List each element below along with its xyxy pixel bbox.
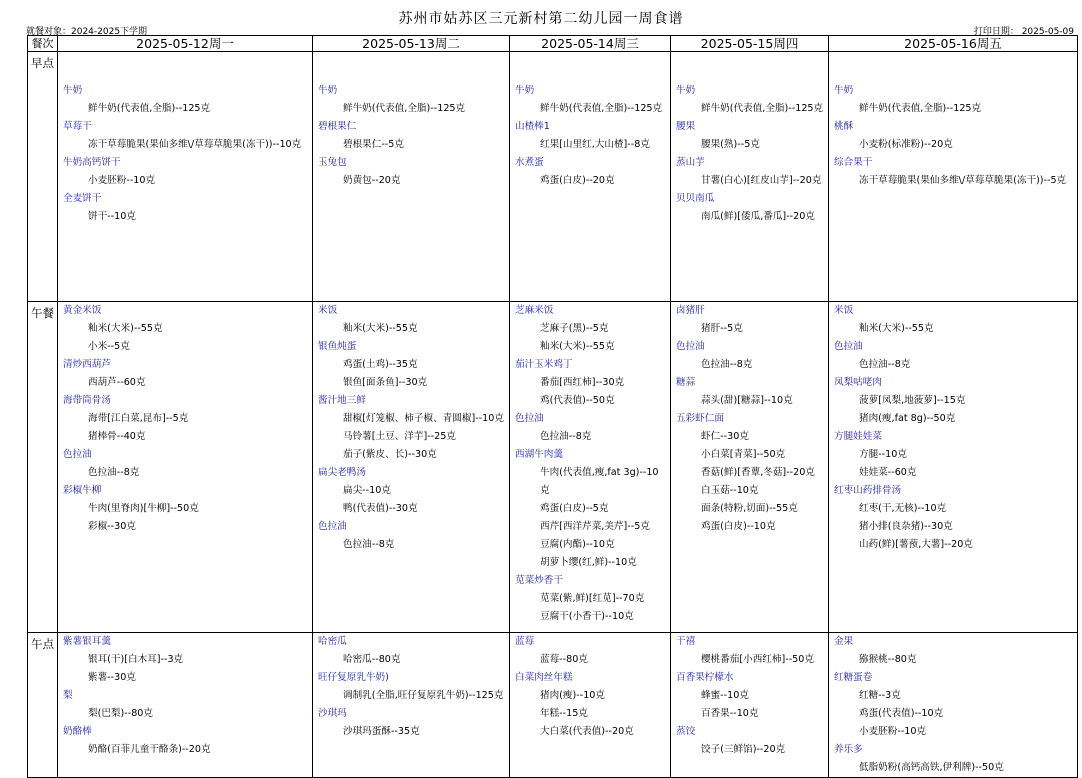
ingredient: 猪肉(瘦,fat 8g)--50克 [859,413,956,424]
ingredient: 鲜牛奶(代表值,全脂)--125克 [701,103,824,114]
dish-name: 西湖牛肉羹 [515,449,563,460]
dish-name: 彩椒牛柳 [63,485,102,496]
ingredient: 银鱼[面条鱼]--30克 [343,377,428,388]
ingredient: 籼米(大米)--55克 [343,323,418,334]
ingredient: 樱桃番茄[小西红柿]--50克 [701,654,814,665]
menu-cell [313,633,510,778]
dish-name: 凤梨咕咾肉 [834,377,882,388]
dish-name: 牛奶 [63,85,83,96]
ingredient: 色拉油--8克 [343,539,395,550]
ingredient: 鸭(代表值)--30克 [343,503,418,514]
ingredient: 奶黄包--20克 [343,175,401,186]
menu-cell [829,633,1078,778]
ingredient: 哈密瓜--80克 [343,654,401,665]
ingredient: 面条(特粉,切面)--55克 [701,503,798,514]
menu-cell [510,302,671,633]
ingredient: 调制乳(全脂,旺仔复原乳牛奶)--125克 [343,690,504,701]
dish-name: 百香果柠檬水 [676,672,734,683]
dish-name: 米饭 [318,305,338,316]
ingredient: 香菇(鲜)[香蕈,冬菇]--20克 [701,467,815,478]
dish-name: 草莓干 [63,121,92,132]
ingredient: 鸡蛋(白皮)--5克 [540,503,609,514]
ingredient: 冻干草莓脆果(果仙多维\/草莓草脆果(冻干))--10克 [88,139,302,150]
day-header: 2025-05-16周五 [829,36,1078,52]
dish-name: 方腿娃娃菜 [834,431,882,442]
dish-name: 山楂棒1 [515,121,550,132]
ingredient: 奶酪(百菲儿童干酪条)--20克 [88,744,211,755]
ingredient: 豆腐(内酯)--10克 [540,539,615,550]
ingredient: 猪肝--5克 [701,323,743,334]
ingredient: 红糖--3克 [859,690,901,701]
ingredient: 苋菜(紫,鲜)[红苋]--70克 [540,593,645,604]
menu-cell [58,633,313,778]
dish-name: 全麦饼干 [63,193,102,204]
dish-name: 玉兔包 [318,157,347,168]
dish-name: 碧根果仁 [318,121,357,132]
dish-name: 红枣山药排骨汤 [834,485,902,496]
dish-name: 五彩虾仁面 [676,413,724,424]
dish-name: 干禧 [676,636,696,647]
menu-cell [829,52,1078,302]
day-header: 2025-05-14周三 [510,36,671,52]
dish-name: 红糖蛋卷 [834,672,873,683]
ingredient: 色拉油--8克 [88,467,140,478]
ingredient: 小米--5克 [88,341,130,352]
menu-cell [58,302,313,633]
dish-name: 清炒西葫芦 [63,359,111,370]
ingredient: 小白菜[青菜]--50克 [701,449,786,460]
ingredient: 鲜牛奶(代表值,全脂)--125克 [88,103,211,114]
ingredient: 方腿--10克 [859,449,907,460]
weekly-menu-table [27,35,1078,778]
dish-name: 黄金米饭 [63,305,102,316]
dish-name: 色拉油 [676,341,705,352]
ingredient: 娃娃菜--60克 [859,467,917,478]
ingredient: 饼干--10克 [88,211,136,222]
dish-name: 色拉油 [515,413,544,424]
dish-name: 牛奶 [834,85,854,96]
menu-cell [671,633,829,778]
dish-name: 色拉油 [834,341,863,352]
dish-name: 酱汁地三鲜 [318,395,366,406]
dish-name: 沙琪玛 [318,708,347,719]
menu-cell [671,302,829,633]
ingredient: 猪棒骨--40克 [88,431,146,442]
menu-cell [313,52,510,302]
ingredient: 小麦粉(标准粉)--20克 [859,139,953,150]
ingredient: 红枣(干,无核)--10克 [859,503,947,514]
ingredient: 蜂蜜--10克 [701,690,749,701]
day-header: 2025-05-15周四 [671,36,829,52]
dish-name: 贝贝南瓜 [676,193,715,204]
ingredient: 鲜牛奶(代表值,全脂)--125克 [540,103,663,114]
corner-cell [28,36,58,52]
ingredient: 鸡蛋(代表值)--10克 [859,708,944,719]
ingredient: 牛肉(里脊肉)[牛柳]--50克 [88,503,199,514]
ingredient: 碧根果仁--5克 [343,139,404,150]
ingredient: 鸡蛋(土鸡)--35克 [343,359,418,370]
dish-name: 海带筒骨汤 [63,395,111,406]
ingredient: 红果[山里红,大山楂]--8克 [540,139,650,150]
dish-name: 蒸饺 [676,726,696,737]
ingredient: 白玉菇--10克 [701,485,759,496]
ingredient: 豆腐干(小香干)--10克 [540,611,634,622]
ingredient: 彩椒--30克 [88,521,136,532]
meal-row [28,52,1078,302]
dish-name: 水煮蛋 [515,157,544,168]
ingredient: 年糕--15克 [540,708,588,719]
ingredient: 虾仁--30克 [701,431,749,442]
menu-cell [510,633,671,778]
ingredient: 沙琪玛蛋酥--35克 [343,726,420,737]
meal-label: 午点 [28,633,58,778]
ingredient: 菠萝[凤梨,地菠萝]--15克 [859,395,966,406]
ingredient: 籼米(大米)--55克 [88,323,163,334]
day-header: 2025-05-12周一 [58,36,313,52]
ingredient: 百香果--10克 [701,708,759,719]
page-title: 苏州市姑苏区三元新村第二幼儿园一周食谱 [398,11,684,27]
dish-name: 蒸山芋 [676,157,705,168]
dish-name: 金果 [834,636,854,647]
dish-name: 综合果干 [834,157,873,168]
meal-label: 早点 [28,52,58,302]
meal-target: 就餐对象：2024-2025下学期 [26,27,148,37]
dish-name: 哈密瓜 [318,636,347,647]
ingredient: 芝麻子(黑)--5克 [540,323,609,334]
dish-name: 色拉油 [63,449,92,460]
dish-name: 卤猪肝 [676,305,705,316]
dish-name: 色拉油 [318,521,347,532]
menu-cell [510,52,671,302]
ingredient: 胡萝卜缨(红,鲜)--10克 [540,557,637,568]
ingredient: 饺子(三鲜馅)--20克 [701,744,786,755]
ingredient: 鸡蛋(白皮)--10克 [701,521,776,532]
ingredient: 南瓜(鲜)[倭瓜,番瓜]--20克 [701,211,815,222]
ingredient: 甘薯(白心)[红皮山芋]--20克 [701,175,822,186]
dish-name: 茄汁玉米鸡丁 [515,359,573,370]
dish-name: 白菜肉丝年糕 [515,672,573,683]
ingredient: 蒜头(甜)[糖蒜]--10克 [701,395,793,406]
meal-row [28,633,1078,778]
day-header: 2025-05-13周二 [313,36,510,52]
ingredient: 猕猴桃--80克 [859,654,917,665]
menu-cell [829,302,1078,633]
ingredient: 色拉油--8克 [701,359,753,370]
dish-name: 扁尖老鸭汤 [318,467,366,478]
ingredient: 低脂奶粉(高钙高铁,伊利牌)--50克 [859,762,1004,773]
print-date: 打印日期： 2025-05-09 [973,27,1074,37]
ingredient: 腰果(熟)--5克 [701,139,760,150]
ingredient: 蓝莓--80克 [540,654,588,665]
meal-label: 午餐 [28,302,58,633]
dish-name: 芝麻米饭 [515,305,554,316]
ingredient: 籼米(大米)--55克 [859,323,934,334]
ingredient: 鸡蛋(白皮)--20克 [540,175,615,186]
dish-name: 蓝莓 [515,636,535,647]
ingredient: 鲜牛奶(代表值,全脂)--125克 [343,103,466,114]
ingredient: 猪小排(良杂猪)--30克 [859,521,953,532]
ingredient: 牛肉(代表值,瘦,fat 3g)--10克 [540,467,659,496]
meal-row [28,302,1078,633]
ingredient: 鲜牛奶(代表值,全脂)--125克 [859,103,982,114]
ingredient: 银耳(干)[白木耳]--3克 [88,654,184,665]
ingredient: 大白菜(代表值)--20克 [540,726,634,737]
ingredient: 梨(巴梨)--80克 [88,708,153,719]
dish-name: 牛奶 [318,85,338,96]
ingredient: 番茄[西红柿]--30克 [540,377,625,388]
dish-name: 银鱼炖蛋 [318,341,357,352]
ingredient: 紫薯--30克 [88,672,136,683]
menu-cell [671,52,829,302]
dish-name: 养乐多 [834,744,863,755]
dish-name: 米饭 [834,305,854,316]
ingredient: 冻干草莓脆果(果仙多维\/草莓草脆果(冻干))--5克 [859,175,1067,186]
ingredient: 色拉油--8克 [859,359,911,370]
ingredient: 扁尖--10克 [343,485,391,496]
ingredient: 色拉油--8克 [540,431,592,442]
ingredient: 西芹[西洋芹菜,美芹]--5克 [540,521,650,532]
dish-name: 桃酥 [834,121,854,132]
menu-cell [58,52,313,302]
ingredient: 小麦胚粉--10克 [88,175,156,186]
dish-name: 牛奶 [676,85,696,96]
dish-name: 旺仔复原乳牛奶) [318,672,389,683]
ingredient: 海带[江白菜,昆布]--5克 [88,413,189,424]
ingredient: 小麦胚粉--10克 [859,726,927,737]
dish-name: 奶酪棒 [63,726,92,737]
dish-name: 苋菜炒香干 [515,575,563,586]
ingredient: 马铃薯[土豆、洋芋]--25克 [343,431,456,442]
ingredient: 山药(鲜)[薯蓣,大薯]--20克 [859,539,973,550]
dish-name: 糖蒜 [676,377,696,388]
ingredient: 西葫芦--60克 [88,377,146,388]
ingredient: 籼米(大米)--55克 [540,341,615,352]
ingredient: 茄子(紫皮、长)--30克 [343,449,437,460]
corner-label: 餐次 [31,37,54,50]
ingredient: 鸡(代表值)--50克 [540,395,615,406]
menu-cell [313,302,510,633]
dish-name: 牛奶 [515,85,535,96]
dish-name: 腰果 [676,121,696,132]
ingredient: 甜椒[灯笼椒、柿子椒、青圆椒]--10克 [343,413,504,424]
dish-name: 梨 [63,690,73,701]
dish-name: 紫薯银耳羹 [63,636,111,647]
dish-name: 牛奶高钙饼干 [63,157,121,168]
header-row [28,36,1078,52]
ingredient: 猪肉(瘦)--10克 [540,690,605,701]
